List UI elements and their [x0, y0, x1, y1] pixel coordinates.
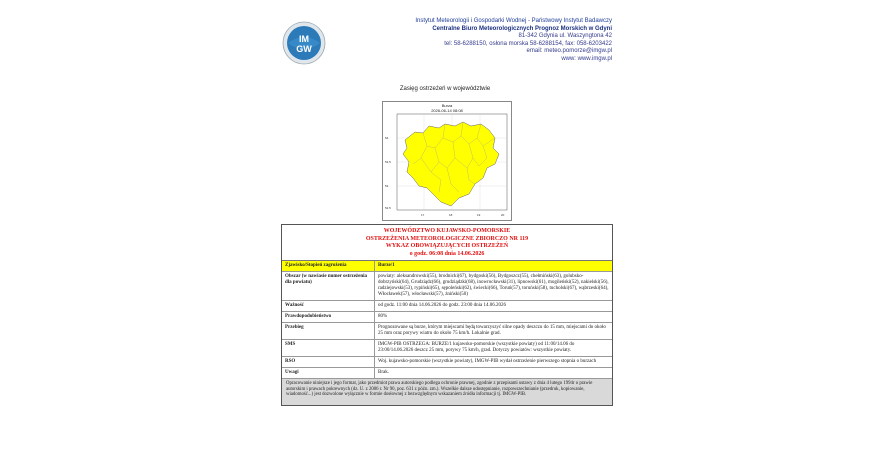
row-key: RSO	[282, 357, 375, 367]
row-area	[282, 272, 612, 301]
row-key: Obszar (w nawiasie numer ostrzeżenia dla powiatu)	[282, 272, 375, 300]
lat-tick: 53	[385, 184, 389, 188]
row-remarks	[282, 368, 612, 379]
warning-map	[382, 101, 512, 221]
bureau-name: Centralne Biuro Meteorologicznych Prognoz Morskich w Gdyni	[432, 25, 612, 32]
row-value: powiaty: aleksandrowski(55), brodnicki(67), bydgoski(56), Bydgoszcz(55), chełmiński(63), golubsko-dobrzyński(64), Grudziądz(66), grudziądzki(68), inowrocławski(31), lipnowski(61), mogileński(52), nakielski(56), radziejowski(53), rypiński(65), sępoleński(62), świecki(66), Toruń(57), toruński(58), tucholski(67), wąbrzeski(64), Włocławek(57), włocławski(57), żniński(50)	[378, 274, 609, 297]
map-title-phenomenon: Burza	[441, 103, 453, 108]
lon-tick: 17	[421, 213, 425, 217]
row-value: Brak.	[378, 370, 389, 375]
row-key: Prawdopodobieństwo	[282, 312, 375, 322]
row-probability	[282, 312, 612, 323]
institute-header	[272, 18, 612, 63]
row-key: SMS	[282, 340, 375, 356]
row-phenomenon	[282, 261, 612, 272]
phone-fax: tel: 58-6288150, osłona morska 58-6288154, fax: 058-6203422	[444, 40, 612, 47]
row-value: Burze/1	[378, 263, 395, 268]
row-value: IMGW-PIB OSTRZEGA: BURZE/1 kujawsko-pomorskie (wszystkie powiaty) od 11:00/14.06 do 23:00/14.06.2026 deszcz 25 mm, porywy 75 km/h, grad. Dotyczy powiatów: wszystkie powiaty.	[378, 342, 575, 353]
lon-tick: 20	[501, 213, 505, 217]
row-value: Prognozowane są burze, którym miejscami będą towarzyszyć silne opady deszczu do 15 mm, miejscami do około 25 mm oraz porywy wiatru do około 75 km/h. Lokalnie grad.	[378, 325, 606, 336]
bulletin-time: o godz. 06:08 dnia 14.06.2026	[409, 250, 485, 257]
voivodeship-title: WOJEWÓDZTWO KUJAWSKO-POMORSKIE	[383, 228, 511, 234]
row-course	[282, 323, 612, 340]
map-title-date: 2026-06-14 08:08	[431, 108, 463, 113]
row-key: Zjawisko/Stopień zagrożenia	[282, 261, 375, 271]
row-validity	[282, 301, 612, 312]
address: 81-342 Gdynia ul. Waszyngtona 42	[518, 33, 612, 39]
lat-tick: 53.5	[385, 160, 391, 164]
email[interactable]: email: meteo.pomorze@imgw.pl	[526, 48, 612, 54]
row-value: Woj. kujawsko-pomorskie (wszystkie powiaty), IMGW-PIB wydał ostrzeżenie pierwszego stopnia o burzach	[378, 359, 597, 364]
row-value: 80%	[378, 314, 388, 319]
lat-tick: 54	[385, 136, 389, 140]
row-sms	[282, 340, 612, 357]
report-heading	[282, 225, 612, 261]
website[interactable]: www: www.imgw.pl	[561, 55, 612, 62]
lon-tick: 18	[449, 213, 453, 217]
svg-text:IM: IM	[299, 34, 309, 44]
lat-tick: 52.5	[385, 206, 391, 210]
row-key: Ważność	[282, 301, 375, 311]
warning-report	[281, 224, 613, 406]
bulletin-title: OSTRZEŻENIA METEOROLOGICZNE ZBIORCZO NR 119	[365, 235, 529, 242]
list-title: WYKAZ OBOWIĄZUJĄCYCH OSTRZEŻEŃ	[385, 243, 509, 249]
svg-text:GW: GW	[296, 44, 312, 54]
row-key: Uwagi	[282, 368, 375, 378]
row-value: od godz. 11:00 dnia 14.06.2026 do godz. 23:00 dnia 14.06.2026	[378, 303, 506, 308]
map-caption: Zasięg ostrzeżeń w województwie	[399, 86, 491, 92]
lon-tick: 19	[477, 213, 481, 217]
row-rso	[282, 357, 612, 368]
copyright-note: Opracowanie niniejsze i jego format, jako przedmiot prawa autorskiego podlega ochronie prawnej, zgodnie z przepisami ustawy z dnia 4 lutego 1994r o prawie autorskim i prawach pokrewnych (dz. U. z 2006 r. Nr 90, poz. 631 z późn. zm.). Wszelkie dalsze udostępnianie, rozpowszechnianie (przedruk, kopiowanie, wiadomość...) jest dozwolone wyłącznie w formie dosłownej z bezwzględnym wskazaniem źródła informacji tj. IMGW-PIB.	[282, 379, 612, 405]
row-key: Przebieg	[282, 323, 375, 339]
institute-name: Instytut Meteorologii i Gospodarki Wodnej - Państwowy Instytut Badawczy	[415, 18, 612, 24]
